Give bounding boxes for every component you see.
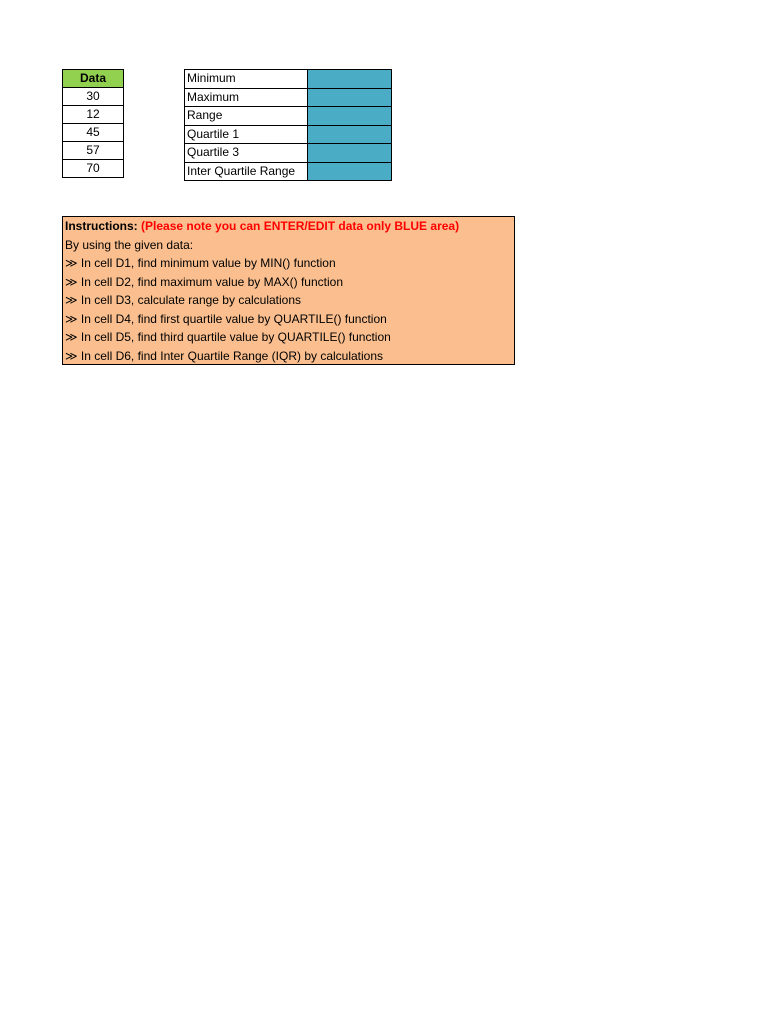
input-cell-range[interactable] [308, 107, 392, 126]
label-inter-quartile-range: Inter Quartile Range [185, 162, 308, 181]
calculation-table [184, 69, 392, 181]
input-cell-minimum[interactable] [308, 70, 392, 89]
instruction-line: ≫ In cell D2, find maximum value by MAX() function [65, 274, 343, 289]
instruction-line: ≫ In cell D6, find Inter Quartile Range (IQR) by calculations [65, 348, 384, 363]
iqr-input[interactable] [308, 163, 391, 180]
data-table [62, 69, 124, 178]
maximum-input[interactable] [308, 89, 391, 106]
input-cell-iqr[interactable] [308, 162, 392, 181]
instruction-line: By using the given data: [65, 237, 194, 252]
calc-row-maximum [185, 88, 392, 107]
instructions-heading [65, 217, 512, 236]
instruction-line: ≫ In cell D4, find first quartile value by QUARTILE() function [65, 311, 387, 326]
label-quartile-1: Quartile 1 [185, 125, 308, 144]
instruction-line: ≫ In cell D3, calculate range by calculations [65, 293, 302, 307]
label-maximum: Maximum [185, 88, 308, 107]
label-minimum: Minimum [185, 70, 308, 89]
data-cell[interactable]: 30 [63, 88, 124, 106]
quartile-1-input[interactable] [308, 126, 391, 143]
instruction-line: ≫ In cell D5, find third quartile value by QUARTILE() function [65, 330, 391, 344]
instructions-note: (Please note you can ENTER/EDIT data only BLUE area) [137, 219, 460, 233]
quartile-3-input[interactable] [308, 144, 391, 161]
instructions-title: Instructions: [65, 219, 138, 233]
calc-row-range [185, 107, 392, 126]
label-range: Range [185, 107, 308, 126]
calc-row-quartile-1 [185, 125, 392, 144]
calc-row-minimum [185, 70, 392, 89]
range-input[interactable] [308, 107, 391, 124]
data-cell[interactable]: 12 [63, 106, 124, 124]
data-cell[interactable]: 45 [63, 124, 124, 142]
minimum-input[interactable] [308, 70, 391, 87]
input-cell-quartile-1[interactable] [308, 125, 392, 144]
label-quartile-3: Quartile 3 [185, 144, 308, 163]
input-cell-maximum[interactable] [308, 88, 392, 107]
instructions-box [62, 216, 515, 365]
calc-row-quartile-3 [185, 144, 392, 163]
data-cell[interactable]: 70 [63, 160, 124, 178]
data-cell[interactable]: 57 [63, 142, 124, 160]
instruction-line: ≫ In cell D1, find minimum value by MIN() function [65, 256, 336, 270]
calc-row-iqr [185, 162, 392, 181]
data-header-cell[interactable]: Data [63, 70, 124, 88]
input-cell-quartile-3[interactable] [308, 144, 392, 163]
